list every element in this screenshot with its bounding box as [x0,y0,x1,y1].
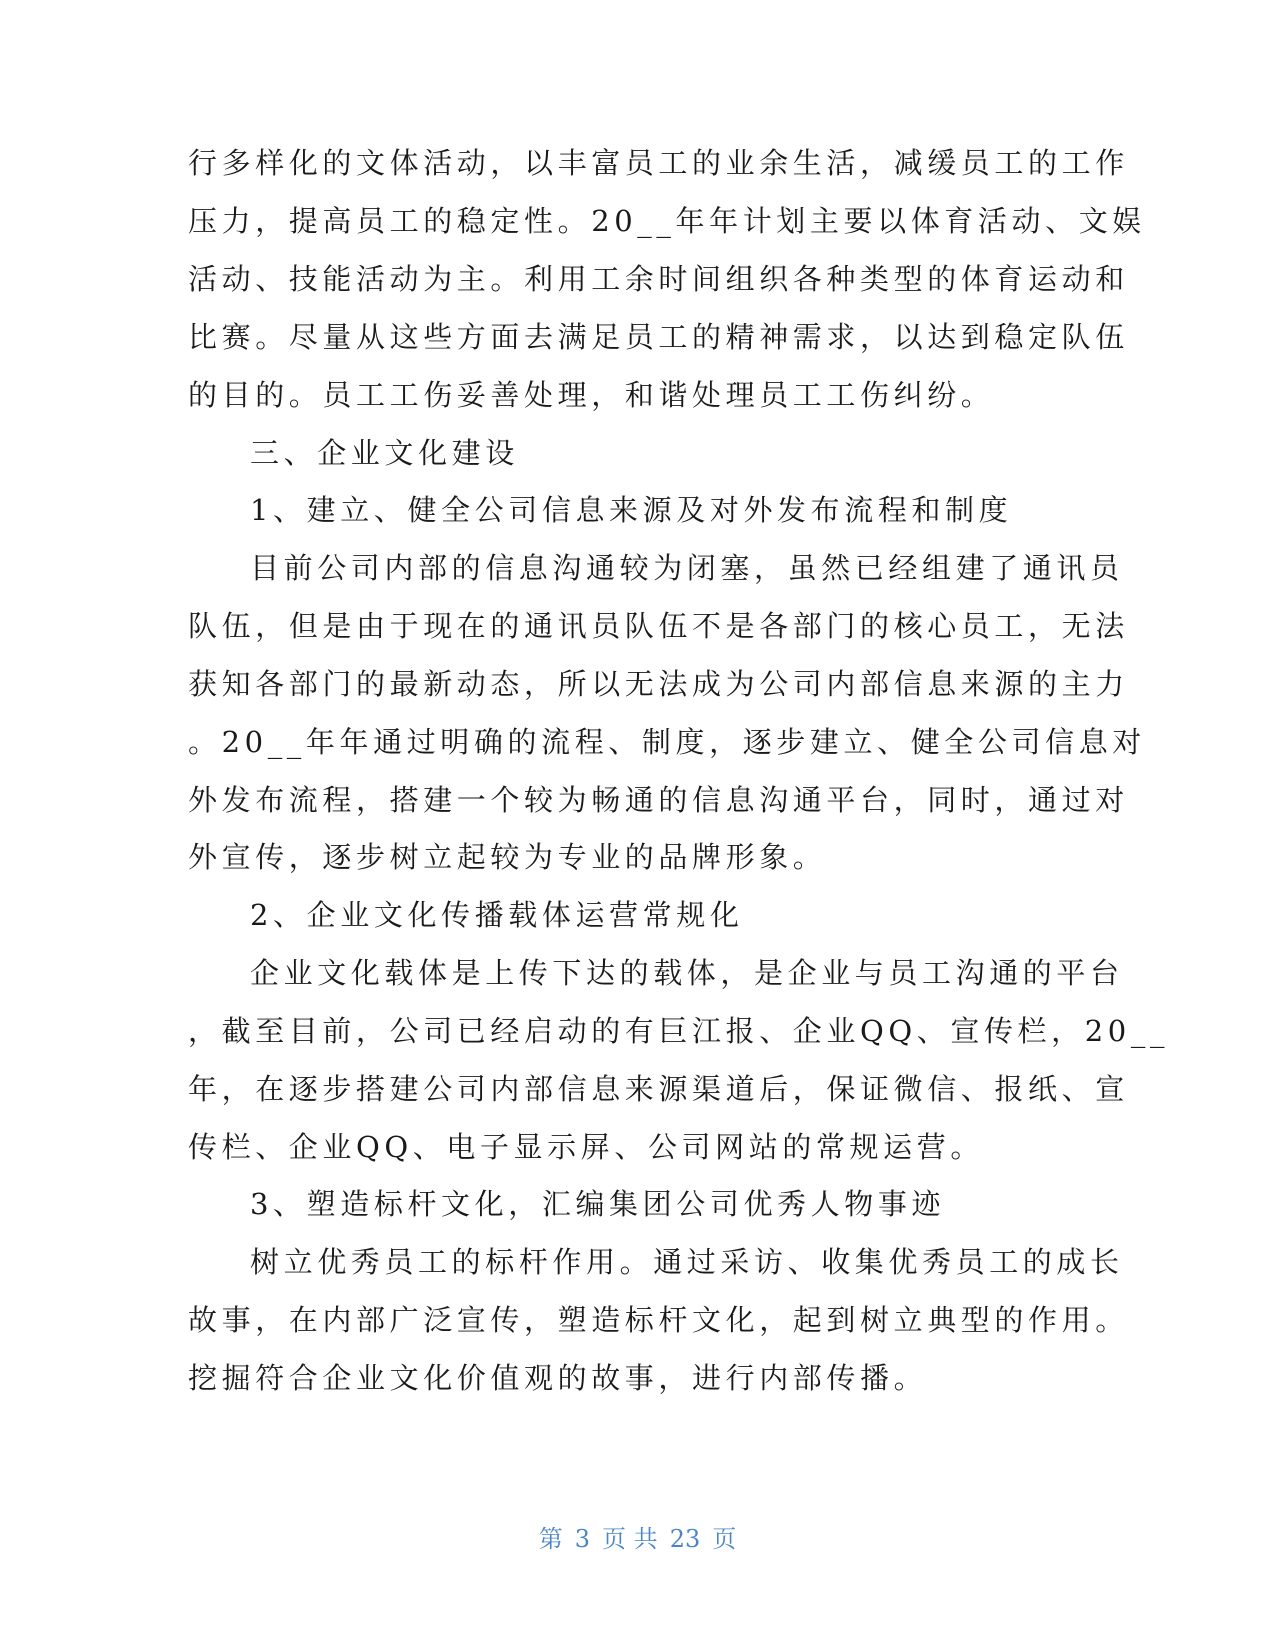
body-text-line: 行多样化的文体活动，以丰富员工的业余生活，减缓员工的工作 [188,146,1129,180]
body-text-line: 比赛。尽量从这些方面去满足员工的精神需求，以达到稳定队伍 [188,320,1129,354]
subsection-heading: 2、企业文化传播载体运营常规化 [250,898,744,932]
footer-prefix: 第 [538,1525,563,1553]
body-text-line: 压力，提高员工的稳定性。20__年年计划主要以体育活动、文娱 [188,204,1146,238]
page-number-footer [0,1521,1275,1557]
body-text-line: 外宣传，逐步树立起较为专业的品牌形象。 [188,840,827,874]
body-text-line: 。20__年年通过明确的流程、制度，逐步建立、健全公司信息对 [188,725,1146,759]
body-text-line: 企业文化载体是上传下达的载体，是企业与员工沟通的平台 [250,956,1124,990]
body-text-line: 年，在逐步搭建公司内部信息来源渠道后，保证微信、报纸、宣 [188,1072,1129,1106]
body-text-line: 队伍，但是由于现在的通讯员队伍不是各部门的核心员工，无法 [188,609,1129,643]
section-heading: 三、企业文化建设 [250,436,519,470]
body-text-line: ，截至目前，公司已经启动的有巨江报、企业QQ、宣传栏，20__ [188,1014,1170,1048]
body-text-line: 的目的。员工工伤妥善处理，和谐处理员工工伤纠纷。 [188,378,995,412]
body-text-line: 外发布流程，搭建一个较为畅通的信息沟通平台，同时，通过对 [188,783,1129,817]
body-text-line: 故事，在内部广泛宣传，塑造标杆文化，起到树立典型的作用。 [188,1303,1129,1337]
subsection-heading: 3、塑造标杆文化，汇编集团公司优秀人物事迹 [250,1187,946,1221]
footer-total-pages: 23 [669,1525,701,1553]
body-text-line: 活动、技能活动为主。利用工余时间组织各种类型的体育运动和 [188,262,1129,296]
subsection-heading: 1、建立、健全公司信息来源及对外发布流程和制度 [250,493,1013,527]
body-text-line: 传栏、企业QQ、电子显示屏、公司网站的常规运营。 [188,1130,984,1164]
footer-middle: 页 共 [602,1525,658,1553]
body-text-line: 获知各部门的最新动态，所以无法成为公司内部信息来源的主力 [188,667,1129,701]
body-text-line: 挖掘符合企业文化价值观的故事，进行内部传播。 [188,1361,928,1395]
body-text-line: 树立优秀员工的标杆作用。通过采访、收集优秀员工的成长 [250,1245,1124,1279]
footer-current-page: 3 [574,1525,591,1553]
footer-suffix: 页 [712,1525,737,1553]
body-text-line: 目前公司内部的信息沟通较为闭塞，虽然已经组建了通讯员 [250,551,1124,585]
